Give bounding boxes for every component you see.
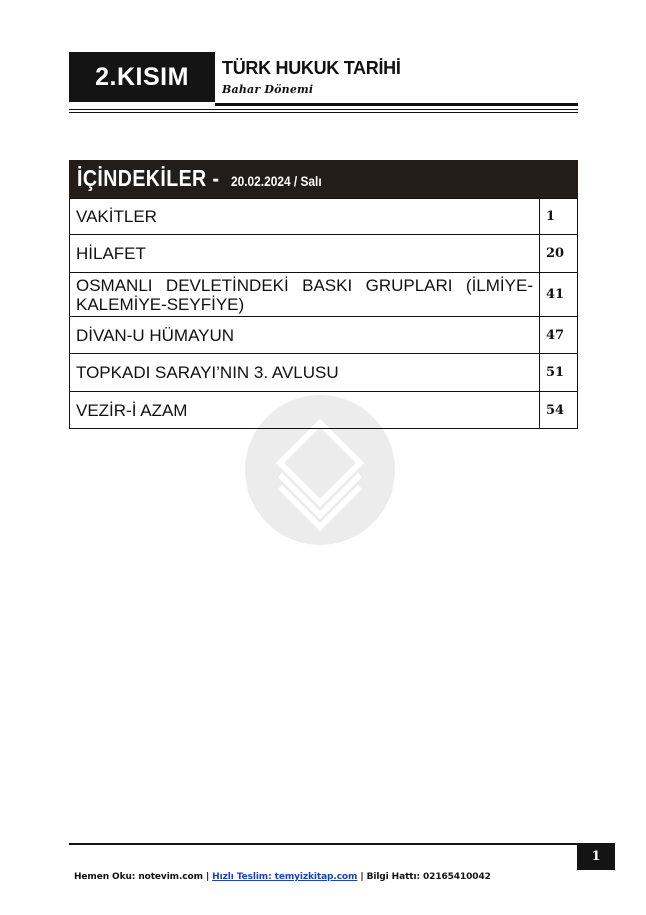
toc-item-page: 54 — [539, 392, 577, 428]
header-rule-top — [69, 109, 578, 110]
toc-row[interactable] — [69, 354, 578, 392]
toc-row[interactable] — [69, 317, 578, 354]
footer-read-label: Hemen Oku: notevim.com — [74, 872, 203, 882]
footer-hotline: Bilgi Hattı: 02165410042 — [366, 872, 491, 882]
toc-item-title: HİLAFET — [76, 244, 146, 263]
toc-header — [69, 160, 578, 198]
table-of-contents — [69, 160, 578, 429]
toc-item-title: VAKİTLER — [76, 207, 157, 226]
toc-item-page: 47 — [539, 317, 577, 353]
header-rule-thick — [215, 103, 578, 106]
toc-date: 20.02.2024 / Salı — [230, 173, 322, 189]
section-label: 2.KISIM — [69, 52, 215, 102]
toc-item-page: 51 — [539, 354, 577, 391]
toc-item-title: DİVAN-U HÜMAYUN — [76, 325, 235, 345]
document-subtitle: Bahar Dönemi — [222, 83, 314, 96]
header-rule-bottom — [69, 112, 578, 113]
toc-row[interactable] — [69, 198, 578, 235]
toc-item-title: VEZİR-İ AZAM — [76, 400, 188, 420]
document-title: TÜRK HUKUK TARİHİ — [222, 58, 401, 78]
toc-row[interactable] — [69, 392, 578, 429]
toc-item-page: 1 — [539, 199, 577, 234]
toc-item-page: 41 — [539, 273, 577, 316]
footer-separator: | — [205, 872, 210, 882]
toc-row[interactable] — [69, 235, 578, 273]
page-number: 1 — [577, 843, 615, 870]
footer-separator: | — [360, 872, 364, 882]
footer-delivery-link[interactable]: Hızlı Teslim: temyizkitap.com — [212, 872, 358, 882]
toc-item-page: 20 — [539, 235, 577, 272]
toc-heading: İÇİNDEKİLER - — [77, 165, 220, 191]
toc-item-title: TOPKADI SARAYI’NIN 3. AVLUSU — [76, 363, 339, 382]
toc-item-title: OSMANLI DEVLETİNDEKİ BASKI GRUPLARI (İLMİYE-KALEMİYE-SEYFİYE) — [76, 275, 533, 314]
footer-links — [74, 872, 491, 882]
footer-rule — [69, 843, 615, 845]
toc-row[interactable] — [69, 273, 578, 317]
